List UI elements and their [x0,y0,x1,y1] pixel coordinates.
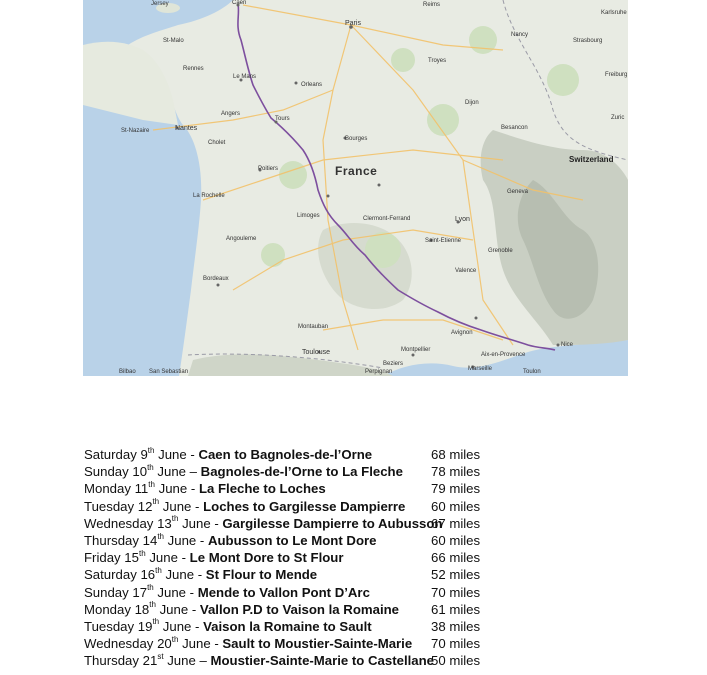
route-schedule [84,446,504,669]
map-label-le-mans: Le Mans [233,74,257,80]
schedule-day: Wednesday 13th June - [84,514,223,531]
schedule-row [84,532,504,549]
schedule-miles: 66 miles [431,550,481,566]
map-label-france: France [335,164,378,178]
map-label-geneva: Geneva [507,189,529,195]
schedule-row [84,446,504,463]
map-label-perpignan: Perpignan [365,369,393,375]
map-label-bordeaux: Bordeaux [203,276,229,282]
schedule-day: Saturday 9th June - [84,445,199,462]
schedule-route: Moustier-Sainte-Marie to Castellane [210,653,434,669]
schedule-miles: 78 miles [431,464,481,480]
map-label-caen: Caen [232,0,247,6]
schedule-day: Thursday 14th June - [84,531,208,548]
schedule-day: Tuesday 12th June - [84,497,204,514]
schedule-miles: 79 miles [431,481,481,497]
schedule-day: Monday 18th June - [84,600,200,617]
map-label-nice: Nice [561,342,574,348]
map-label-st-malo: St-Malo [163,38,184,44]
map-label-la-rochelle: La Rochelle [193,193,225,199]
schedule-day: Thursday 21st June – [84,651,211,669]
schedule-miles: 70 miles [431,636,481,652]
schedule-route: St Flour to Mende [205,567,318,583]
schedule-row [84,480,504,497]
map-label-montpellier: Montpellier [401,347,431,353]
schedule-day: Wednesday 20th June - [84,634,223,652]
map-label-limoges: Limoges [297,213,320,219]
map-label-rennes: Rennes [183,66,204,72]
map-label-angers: Angers [221,111,241,117]
schedule-row [84,566,504,583]
map-label-troyes: Troyes [428,58,447,64]
map-label-clermont: Clermont-Ferrand [363,216,411,222]
map-label-lyon: Lyon [455,216,470,223]
schedule-day: Sunday 10th June – [84,462,201,480]
map-label-avignon: Avignon [451,330,473,336]
schedule-row [84,463,504,480]
map-label-orleans: Orleans [301,82,323,88]
map-label-besancon: Besancon [501,125,528,131]
map-label-switzerland: Switzerland [569,155,614,164]
map-label-toulouse: Toulouse [302,349,331,356]
schedule-miles: 68 miles [431,447,481,462]
map-label-strasbourg: Strasbourg [573,38,603,44]
map-label-nantes: Nantes [175,125,198,132]
schedule-row [84,549,504,566]
schedule-row [84,498,504,515]
schedule-route: Bagnoles-de-l’Orne to La Fleche [200,464,403,480]
map-label-paris: Paris [345,20,361,27]
schedule-route: Vaison la Romaine to Sault [203,618,372,634]
schedule-day: Sunday 17th June - [84,583,198,600]
schedule-miles: 38 miles [431,618,481,634]
map-label-poitiers: Poitiers [258,166,279,172]
schedule-row [84,584,504,601]
map-label-san-sebastian: San Sebastian [149,369,189,375]
schedule-route: La Fleche to Loches [198,481,326,497]
map-label-dijon: Dijon [465,100,479,106]
schedule-route: Mende to Vallon Pont D’Arc [197,584,370,600]
schedule-day: Saturday 16th June - [84,565,206,583]
schedule-miles: 60 miles [431,498,481,514]
schedule-miles: 70 miles [431,584,481,600]
map-label-montauban: Montauban [298,324,329,330]
schedule-miles: 60 miles [431,532,481,548]
map-label-karlsruhe: Karlsruhe [601,10,627,16]
map-label-nancy: Nancy [511,32,529,38]
map-label-reims: Reims [423,2,441,8]
schedule-route: Le Mont Dore to St Flour [189,550,344,566]
map-label-bilbao: Bilbao [119,369,136,375]
route-map [83,0,628,376]
map-label-jersey: Jersey [151,1,169,7]
schedule-row [84,601,504,618]
schedule-row [84,635,504,652]
map-label-valence: Valence [455,268,477,274]
schedule-route: Sault to Moustier-Sainte-Marie [222,636,413,652]
map-label-beziers: Beziers [383,361,404,367]
map-label-bourges: Bourges [345,136,368,142]
map-label-tours: Tours [275,116,290,122]
schedule-row [84,515,504,532]
schedule-route: Gargilesse Dampierre to Aubusson [222,515,443,531]
schedule-miles: 67 miles [431,515,481,531]
map-labels [83,0,628,376]
map-label-grenoble: Grenoble [488,248,513,254]
schedule-route: Caen to Bagnoles-de-l’Orne [198,447,373,462]
schedule-route: Loches to Gargilesse Dampierre [203,498,406,514]
map-label-marseille: Marseille [468,366,493,372]
schedule-miles: 61 miles [431,601,481,617]
schedule-day: Tuesday 19th June - [84,617,204,634]
map-label-st-nazaire: St-Nazaire [121,128,150,134]
map-label-zurich: Zuric [611,115,625,121]
map-label-cholet: Cholet [208,140,226,146]
map-label-angouleme: Angouleme [226,236,257,242]
schedule-route: Aubusson to Le Mont Dore [207,532,377,548]
schedule-row [84,652,504,669]
schedule-miles: 52 miles [431,567,481,583]
schedule-day: Monday 11th June - [84,479,199,497]
map-label-toulon: Toulon [523,369,541,375]
map-label-aix: Aix-en-Provence [481,352,526,358]
schedule-row [84,618,504,635]
map-label-st-etienne: Saint-Etienne [425,238,462,244]
map-label-freiburg: Freiburg [605,72,628,78]
schedule-miles: 50 miles [431,653,481,669]
schedule-day: Friday 15th June - [84,548,190,566]
schedule-route: Vallon P.D to Vaison la Romaine [199,601,399,617]
